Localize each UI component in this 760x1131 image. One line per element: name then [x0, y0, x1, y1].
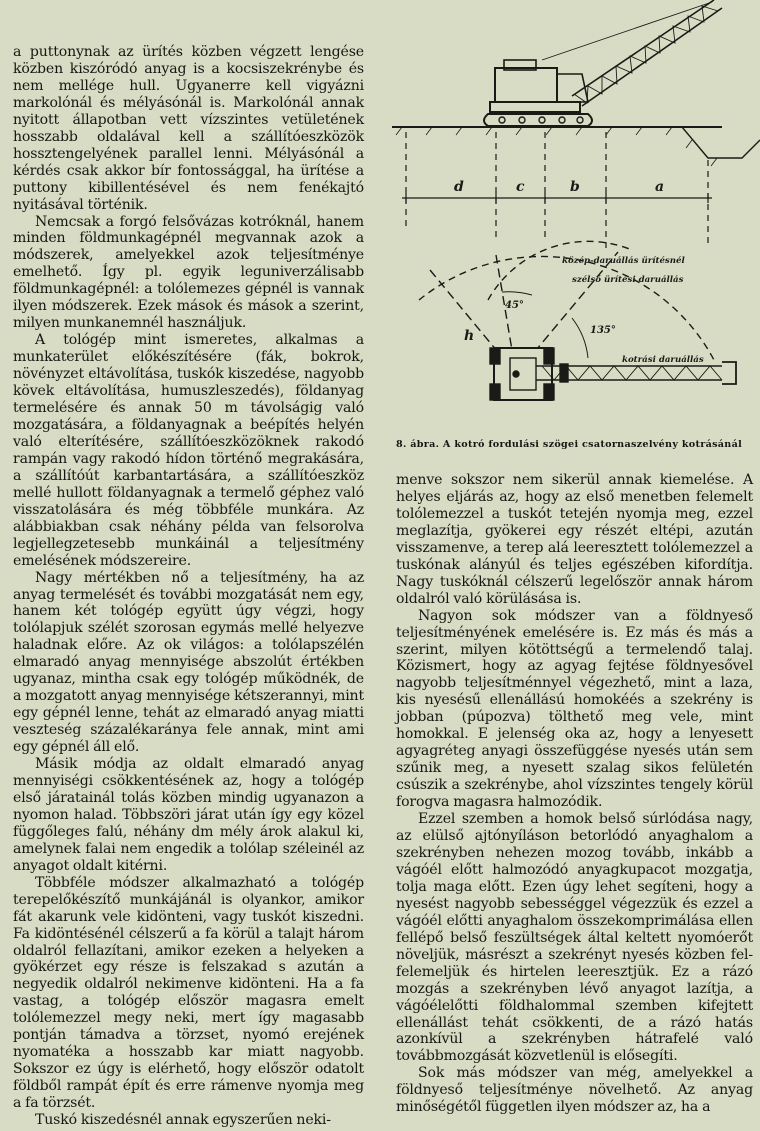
angle-arc-135	[572, 318, 588, 358]
angle-label-135: 135°	[590, 325, 616, 336]
excavator-topview	[494, 348, 552, 400]
radius-label-h: h	[464, 328, 475, 344]
annotation-middle-position: közép-daruállás ürítésnél	[562, 256, 685, 266]
boom-lattice	[574, 6, 718, 103]
paragraph: menve sokszor nem sikerül annak kiemelése. A helyes eljárás az, hogy az első menetben felemelt tolólemezzel a tuskót tetején nyomja meg, ezzel meglazítja, gyökerei egy részét eltépi, azután visszamenve, a terep alá leeresztett tolólemezzel a tuskónak alányúl és teljes egészében kifordítja. Nagy tuskóknál célszerű legelőször annak három oldalról való körülásása is.	[396, 472, 753, 607]
angle-label-45: 45°	[505, 300, 524, 311]
excavator-diagram	[392, 0, 760, 436]
paragraph: Ezzel szemben a homok belső súrlódása nagy, az elülső ajtónyíláson betorlódó anyaghalom a szekrényben nehezen mozog tovább, inkább a vágóél előtt halmozódó anyagkupacot mozgatja, tolja maga előtt. Ezen úgy lehet segíteni, hogy a nyesést nagyobb sebességgel végezzük és ezzel a vágóél előtti anyaghalom összekomprimálása ellen fellépő belső feszültségek által keltett nyomóerőt növeljük, másrészt a szekrényt nyesés közben fel-felemeljük és hirtelen leeresztjük. Ez a rázó mozgás a szekrényben lévő anyagot lazítja, a vágóélelőtti földhalommal szemben kifejtett ellenállást tehát csökkenti, de a rázó hatás azonkívül a szekrényben hátrafelé való továbbmozgását közvetlenül is elősegíti.	[396, 811, 753, 1065]
left-column	[13, 44, 364, 1129]
paragraph: A tológép mint ismeretes, alkalmas a munkaterület előkészítésére (fák, bokrok, növényzet eltávolítása, tuskók kiszedése, nagyobb kövek eltávolítása, humuszleszedés), földanyag termelésére és annak 50 m távolságig való mozgatására, a földanyagnak a beépítés helyén való elterítésére, szállítóeszközöknek rakodó rampán vagy rakodó hídon történő megrakására, a szállítóút karbantartására, a szállítóeszköz mellé hullott földanyagnak a termelő géphez való visszatolására és még többféle munkára. Az alábbiakban csak néhány példa van felsorolva legjellegzetesebb munkáinál a teljesítmény emelésének módszereire.	[13, 332, 364, 569]
paragraph: Másik módja az oldalt elmaradó anyag mennyiségi csökkentésének az, hogy a tológép első járatainál tolás közben mindig ugyanazon a nyomon halad. Többszöri járat után így egy közel függőleges falú, néhány dm mély árok alakul ki, amelynek falai nem engedik a tolólap széleinél az anyagot oldalt kitérni.	[13, 756, 364, 874]
slew-arc-outer	[419, 256, 714, 360]
annotation-digging-position: kotrási daruállás	[622, 355, 704, 365]
excavator-cab	[495, 68, 557, 102]
annotation-edge-position: szélső ürítési daruállás	[572, 275, 684, 285]
ground-hatching	[396, 127, 717, 166]
paragraph: Tuskó kiszedésnél annak egyszerűen neki-	[35, 1112, 331, 1129]
channel-profile	[682, 127, 760, 158]
figure-8	[392, 0, 760, 468]
paragraph: Többféle módszer alkalmazható a tológép terepelőkészítő munkájánál is olyankor, amikor fát akarunk vele kidönteni, vagy tuskót kiszedni. Fa kidöntésénél célszerű a fa körül a talajt három oldalról fellazítani, amikor ezeken a helyeken a gyökérzet egy része is felszakad s azután a negyedik oldalról nekimenve kidönteni. Ha a fa vastag, a tológép először magasra emelt tolólemezzel megy neki, mert így magasabb pontján támadva a törzset, nyomó erejének nyomatéka a hosszabb kar miatt nagyobb. Sokszor ez úgy is elérhető, hogy először odatolt földből rampát épít és erre rámenve nyomja meg a fa törzsét.	[13, 874, 364, 1112]
paragraph: Sok más módszer van még, amelyekkel a földnyeső teljesítménye növelhető. Az anyag minőségétől független ilyen módszer az, ha a	[396, 1065, 753, 1116]
right-column	[396, 472, 753, 1116]
dim-label-a: a	[655, 179, 665, 195]
paragraph: Nagyon sok módszer van a földnyeső teljesítményének emelésére is. Ez más és más a szerint, milyen kötöttségű a termelendő talaj. Közismert, hogy az agyag fejtése földnyesővel nagyobb teljesítménnyel végezhető, mint a laza, kis nyesésű ellenállású homokéés a szekrény is jobban (púpozva) tölthető meg vele, mint homokkal. E jelenség oka az, hogy a lenyesett agyagréteg anyagi összefüggése nyesés után sem szűnik meg, a nyesett szalag sikos felületén csúszik a szekrénybe, ahol vízszintes tengely körül forogva magasra halmozódik.	[396, 607, 753, 811]
excavator-tracks	[484, 114, 592, 126]
paragraph: a puttonynak az ürítés közben végzett lengése közben kiszóródó anyag is a kocsiszekrénybe és nem mellége hull. Ugyanerre kell vigyázni markolónál és mélyásónál is. Markolónál annak nyitott állapotban vett vízszintes vetületének hosszabb oldalával kell a szállítóeszközök hossztengelyének parallel lenni. Mélyásónál a kérdés csak akkor bír fontossággal, ha ürítése a puttony kibillentésével és nem fenékajtó nyitásával történik.	[13, 44, 364, 213]
dim-label-d: d	[454, 179, 464, 195]
dim-label-c: c	[516, 179, 525, 195]
figure-caption: 8. ábra. A kotró fordulási szögei csatornaszelvény kotrásánál	[396, 439, 743, 450]
dim-label-b: b	[570, 179, 580, 195]
angle-arc-45	[502, 292, 532, 295]
paragraph: Nemcsak a forgó felsővázas kotróknál, hanem minden földmunkagépnél megvannak azok a módszerek, amelyekkel azok teljesítménye emelhető. Így pl. egyik leguniverzálisabb földmunkagépnél: a tolólemezes gépnél is vannak ilyen módszerek. Ezek mások és mások a szerint, milyen munkanemnél használjuk.	[13, 213, 364, 332]
paragraph: Nagy mértékben nő a teljesítmény, ha az anyag termelését és további mozgatását nem egy, hanem két tológép együtt úgy végzi, hogy tolólapjuk szélét szorosan egymás mellé helyezve haladnak előre. Az ok világos: a tolólapszélén elmaradó anyag mennyisége abszolút értékben ugyanaz, mintha csak egy tológép működnék, de a mozgatott anyag mennyisége kétszerannyi, mint egy gépnél lenne, tehát az elmaradó anyag miatti veszteség százalékaránya fele annak, mint ami egy gépnél áll elő.	[13, 569, 364, 756]
excavator-base	[490, 102, 580, 112]
